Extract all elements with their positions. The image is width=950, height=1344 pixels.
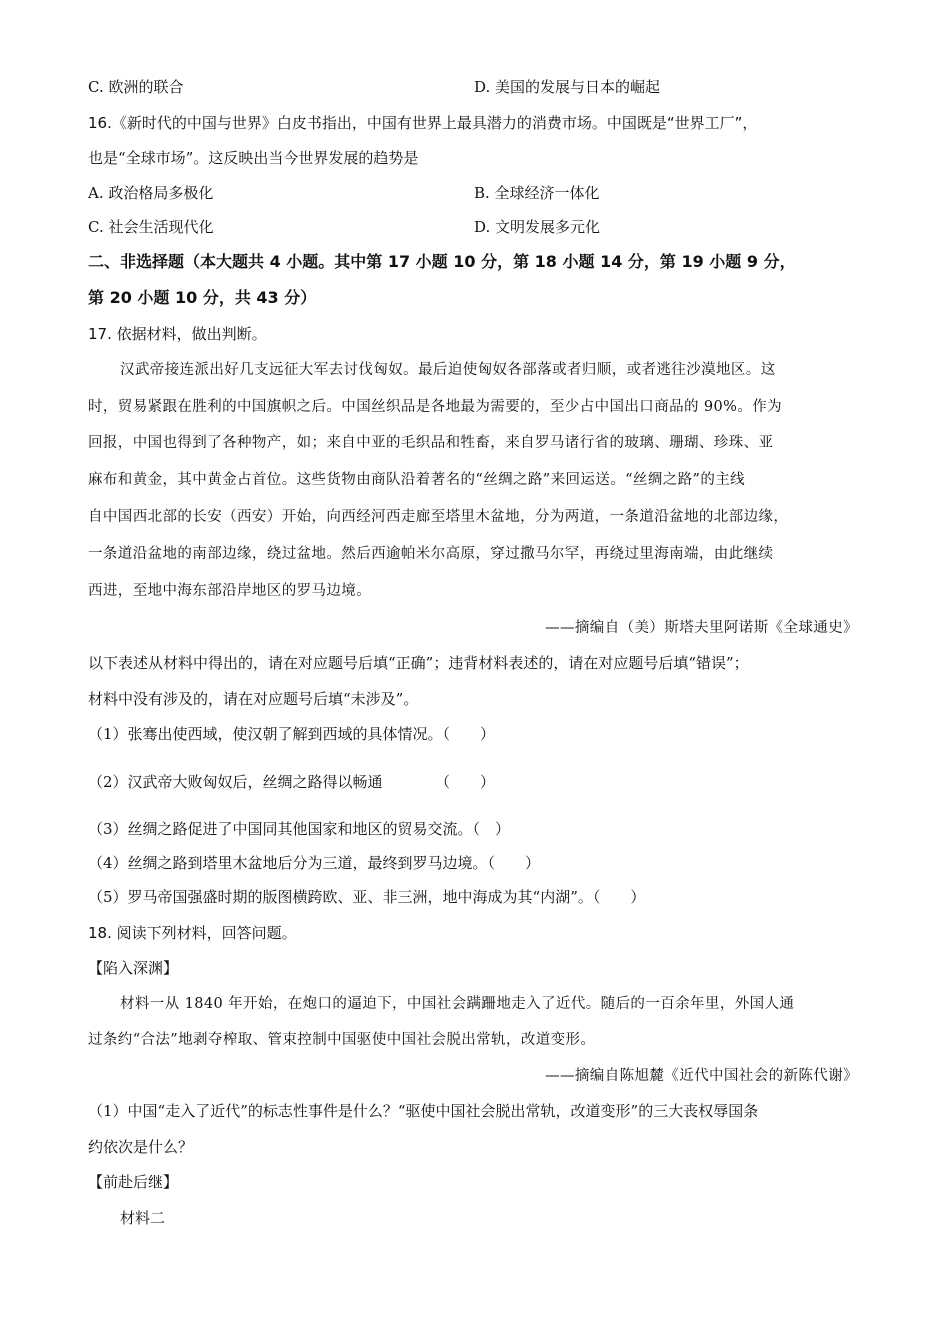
q18-heading-2: 【前赴后继】 [88, 1173, 179, 1191]
section2-title-line2: 第 20 小题 10 分，共 43 分） [88, 288, 317, 307]
q15-option-d: D. 美国的发展与日本的崛起 [474, 78, 661, 96]
q17-material-line: 时，贸易紧跟在胜利的中国旗帜之后。中国丝织品是各地最为需要的，至少占中国出口商品的 90%。作为 [88, 399, 783, 415]
q17-item: （5）罗马帝国强盛时期的版图横跨欧、亚、非三洲，地中海成为其“内湖”。（ ） [88, 888, 646, 906]
q17-stem: 17. 依据材料，做出判断。 [88, 325, 267, 343]
q18-stem: 18. 阅读下列材料，回答问题。 [88, 924, 297, 942]
q15-option-c: C. 欧洲的联合 [88, 78, 184, 96]
q16-option-b: B. 全球经济一体化 [474, 184, 600, 202]
q18-source1: ——摘编自陈旭麓《近代中国社会的新陈代谢》 [545, 1068, 858, 1084]
q18-question1-line1: （1）中国“走入了近代”的标志性事件是什么？“驱使中国社会脱出常轨，改道变形”的三大丧权辱国条 [88, 1102, 759, 1120]
q17-item: （2）汉武帝大败匈奴后，丝绸之路得以畅通 （ ） [88, 773, 496, 791]
q18-material1-line2: 过条约“合法”地剥夺榨取、管束控制中国驱使中国社会脱出常轨，改道变形。 [88, 1032, 596, 1048]
q17-material-line: 汉武帝接连派出好几支远征大军去讨伐匈奴。最后迫使匈奴各部落或者归顺，或者逃往沙漠地区。这 [120, 362, 776, 378]
q18-material1-line1: 材料一从 1840 年开始，在炮口的逼迫下，中国社会蹒跚地走入了近代。随后的一百余年里，外国人通 [120, 996, 795, 1012]
section2-title-line1: 二、非选择题（本大题共 4 小题。其中第 17 小题 10 分，第 18 小题 14 分，第 19 小题 9 分， [88, 252, 796, 271]
q17-instruction-line1: 以下表述从材料中得出的，请在对应题号后填“正确”；违背材料表述的，请在对应题号后填“错误”； [88, 654, 749, 672]
q16-stem-line2: 也是“全球市场”。这反映出当今世界发展的趋势是 [88, 149, 419, 167]
q17-instruction-line2: 材料中没有涉及的，请在对应题号后填“未涉及”。 [88, 690, 419, 708]
q17-item: （3）丝绸之路促进了中国同其他国家和地区的贸易交流。（ ） [88, 820, 511, 838]
q16-option-a: A. 政治格局多极化 [88, 184, 214, 202]
q16-option-d: D. 文明发展多元化 [474, 218, 601, 236]
q17-material-line: 回报，中国也得到了各种物产，如；来自中亚的毛织品和牲畜，来自罗马诸行省的玻璃、珊瑚、珍珠、亚 [88, 435, 774, 451]
q18-heading-1: 【陷入深渊】 [88, 959, 179, 977]
q17-item: （4）丝绸之路到塔里木盆地后分为三道，最终到罗马边境。（ ） [88, 854, 541, 872]
q16-stem-line1: 16.《新时代的中国与世界》白皮书指出，中国有世界上最具潜力的消费市场。中国既是“世界工厂”， [88, 114, 758, 132]
q17-material-line: 西进，至地中海东部沿岸地区的罗马边境。 [88, 583, 372, 599]
q17-material-line: 麻布和黄金，其中黄金占首位。这些货物由商队沿着著名的“丝绸之路”来回运送。“丝绸之路”的主线 [88, 472, 746, 488]
q17-material-line: 自中国西北部的长安（西安）开始，向西经河西走廊至塔里木盆地，分为两道，一条道沿盆地的北部边缘， [88, 509, 789, 525]
q16-option-c: C. 社会生活现代化 [88, 218, 214, 236]
q17-source: ——摘编自（美）斯塔夫里阿诺斯《全球通史》 [545, 620, 858, 636]
q18-material2-label: 材料二 [120, 1209, 166, 1227]
q17-item: （1）张骞出使西域，使汉朝了解到西域的具体情况。（ ） [88, 725, 496, 743]
q18-question1-line2: 约依次是什么？ [88, 1138, 194, 1156]
q17-material-line: 一条道沿盆地的南部边缘，绕过盆地。然后西逾帕米尔高原，穿过撒马尔罕，再绕过里海南端，由此继续 [88, 546, 774, 562]
